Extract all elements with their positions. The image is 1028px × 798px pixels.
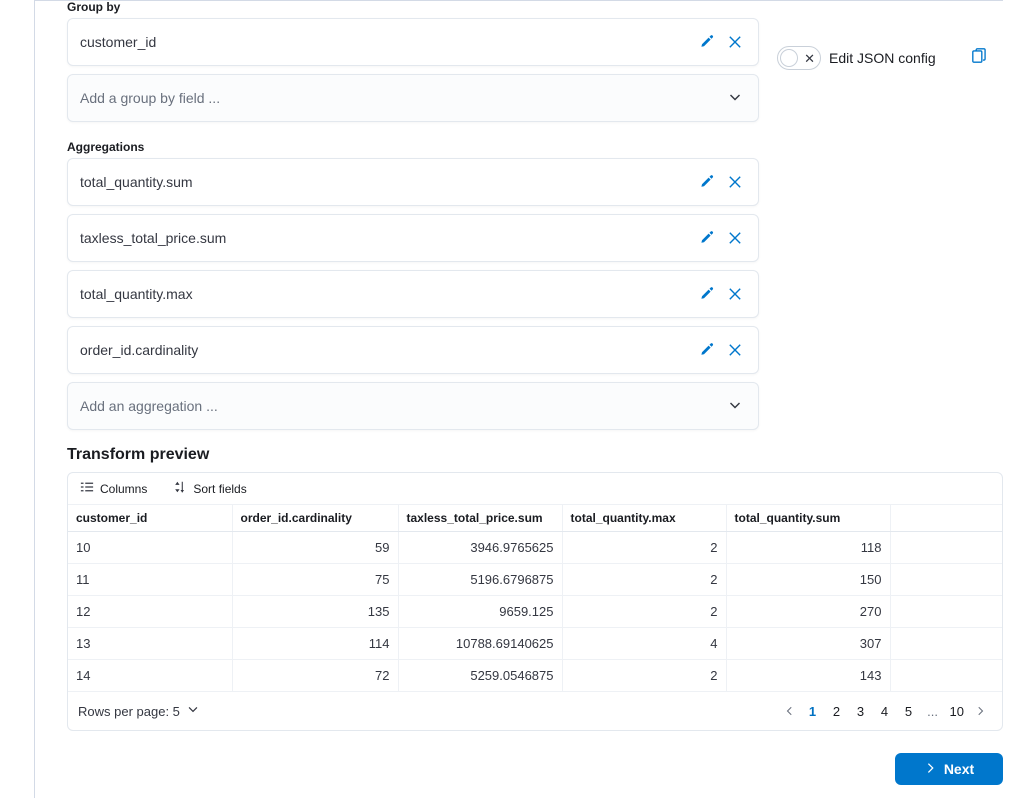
transform-preview-table	[67, 472, 1003, 731]
rows-per-page-label: Rows per page: 5	[78, 703, 180, 719]
remove-close-icon[interactable]	[724, 227, 746, 249]
pagination-page-10[interactable]: 10	[949, 703, 964, 719]
cell-order_id_cardinality: 59	[232, 532, 398, 564]
cell-total_quantity_max: 2	[562, 660, 726, 692]
cell-taxless_total_price_sum: 10788.69140625	[398, 628, 562, 660]
aggregation-field-1-value: taxless_total_price.sum	[80, 230, 227, 246]
cell-customer_id: 13	[68, 628, 232, 660]
group-by-field-0-value: customer_id	[80, 34, 157, 50]
col-header-total_quantity_max[interactable]: total_quantity.max	[562, 505, 726, 532]
pagination-prev[interactable]	[778, 699, 800, 723]
cell-order_id_cardinality: 75	[232, 564, 398, 596]
edit-json-config-toggle[interactable]	[777, 46, 821, 70]
remove-close-icon[interactable]	[724, 171, 746, 193]
edit-pencil-icon[interactable]	[696, 171, 718, 193]
aggregation-field-2-value: total_quantity.max	[80, 286, 193, 302]
aggregation-field-1[interactable]	[67, 214, 759, 262]
cell-taxless_total_price_sum: 5196.6796875	[398, 564, 562, 596]
cell-spacer	[890, 532, 1002, 564]
cell-spacer	[890, 564, 1002, 596]
cell-order_id_cardinality: 114	[232, 628, 398, 660]
table-row	[68, 564, 1002, 596]
cell-order_id_cardinality: 135	[232, 596, 398, 628]
table-footer	[68, 692, 1002, 730]
cell-spacer	[890, 596, 1002, 628]
pagination-ellipsis: ...	[927, 703, 938, 719]
cell-total_quantity_max: 2	[562, 532, 726, 564]
cell-total_quantity_sum: 143	[726, 660, 890, 692]
cell-customer_id: 12	[68, 596, 232, 628]
sort-icon	[173, 480, 187, 497]
toggle-off-icon: ✕	[804, 50, 815, 66]
sort-fields-button[interactable]	[169, 478, 250, 499]
preview-grid	[68, 505, 1002, 692]
cell-total_quantity_max: 4	[562, 628, 726, 660]
col-header-customer_id[interactable]: customer_id	[68, 505, 232, 532]
columns-button-label: Columns	[100, 481, 148, 496]
add-group-by-field-select[interactable]	[67, 74, 759, 122]
pagination-page-4[interactable]: 4	[880, 703, 889, 719]
next-button-label: Next	[943, 761, 975, 777]
aggregation-field-3-value: order_id.cardinality	[80, 342, 199, 358]
sort-fields-button-label: Sort fields	[193, 481, 247, 496]
pagination-page-1[interactable]: 1	[808, 703, 817, 719]
edit-json-config-label: Edit JSON config	[829, 50, 936, 66]
json-config-control	[777, 46, 988, 70]
cell-total_quantity_sum: 118	[726, 532, 890, 564]
cell-total_quantity_sum: 270	[726, 596, 890, 628]
add-aggregation-placeholder: Add an aggregation ...	[80, 398, 218, 414]
chevron-down-icon	[186, 703, 200, 720]
chevron-down-icon[interactable]	[724, 87, 746, 109]
col-header-taxless_total_price_sum[interactable]: taxless_total_price.sum	[398, 505, 562, 532]
cell-customer_id: 10	[68, 532, 232, 564]
group-by-field-0[interactable]	[67, 18, 759, 66]
pagination-page-2[interactable]: 2	[832, 703, 841, 719]
cell-customer_id: 14	[68, 660, 232, 692]
pagination-next[interactable]	[970, 699, 992, 723]
edit-pencil-icon[interactable]	[696, 31, 718, 53]
columns-icon	[80, 480, 94, 497]
chevron-right-icon	[924, 761, 938, 778]
cell-taxless_total_price_sum: 5259.0546875	[398, 660, 562, 692]
edit-pencil-icon[interactable]	[696, 227, 718, 249]
wizard-content	[35, 0, 1028, 798]
cell-total_quantity_max: 2	[562, 564, 726, 596]
cell-total_quantity_sum: 307	[726, 628, 890, 660]
cell-order_id_cardinality: 72	[232, 660, 398, 692]
cell-customer_id: 11	[68, 564, 232, 596]
aggregation-field-0[interactable]	[67, 158, 759, 206]
group-by-label: Group by	[67, 0, 121, 14]
add-group-by-field-placeholder: Add a group by field ...	[80, 90, 221, 106]
table-row	[68, 532, 1002, 564]
aggregation-field-3[interactable]	[67, 326, 759, 374]
cell-taxless_total_price_sum: 9659.125	[398, 596, 562, 628]
pagination	[778, 699, 992, 723]
next-button[interactable]	[895, 753, 1003, 785]
pagination-page-3[interactable]: 3	[856, 703, 865, 719]
copy-clipboard-icon[interactable]	[970, 47, 988, 70]
table-row	[68, 628, 1002, 660]
col-header-order_id_cardinality[interactable]: order_id.cardinality	[232, 505, 398, 532]
rows-per-page-selector[interactable]	[78, 703, 200, 720]
columns-button[interactable]	[76, 478, 151, 499]
table-header-row	[68, 505, 1002, 532]
cell-spacer	[890, 660, 1002, 692]
cell-taxless_total_price_sum: 3946.9765625	[398, 532, 562, 564]
cell-spacer	[890, 628, 1002, 660]
chevron-down-icon[interactable]	[724, 395, 746, 417]
cell-total_quantity_max: 2	[562, 596, 726, 628]
edit-pencil-icon[interactable]	[696, 283, 718, 305]
add-aggregation-select[interactable]	[67, 382, 759, 430]
transform-preview-title: Transform preview	[67, 446, 210, 463]
table-toolbar	[68, 473, 1002, 505]
table-row	[68, 660, 1002, 692]
remove-close-icon[interactable]	[724, 31, 746, 53]
aggregations-label: Aggregations	[67, 140, 145, 154]
col-header-total_quantity_sum[interactable]: total_quantity.sum	[726, 505, 890, 532]
edit-pencil-icon[interactable]	[696, 339, 718, 361]
aggregation-field-0-value: total_quantity.sum	[80, 174, 193, 190]
remove-close-icon[interactable]	[724, 339, 746, 361]
aggregation-field-2[interactable]	[67, 270, 759, 318]
pagination-page-5[interactable]: 5	[904, 703, 913, 719]
cell-total_quantity_sum: 150	[726, 564, 890, 596]
toggle-knob	[780, 49, 798, 67]
col-header-spacer	[890, 505, 1002, 532]
remove-close-icon[interactable]	[724, 283, 746, 305]
table-row	[68, 596, 1002, 628]
